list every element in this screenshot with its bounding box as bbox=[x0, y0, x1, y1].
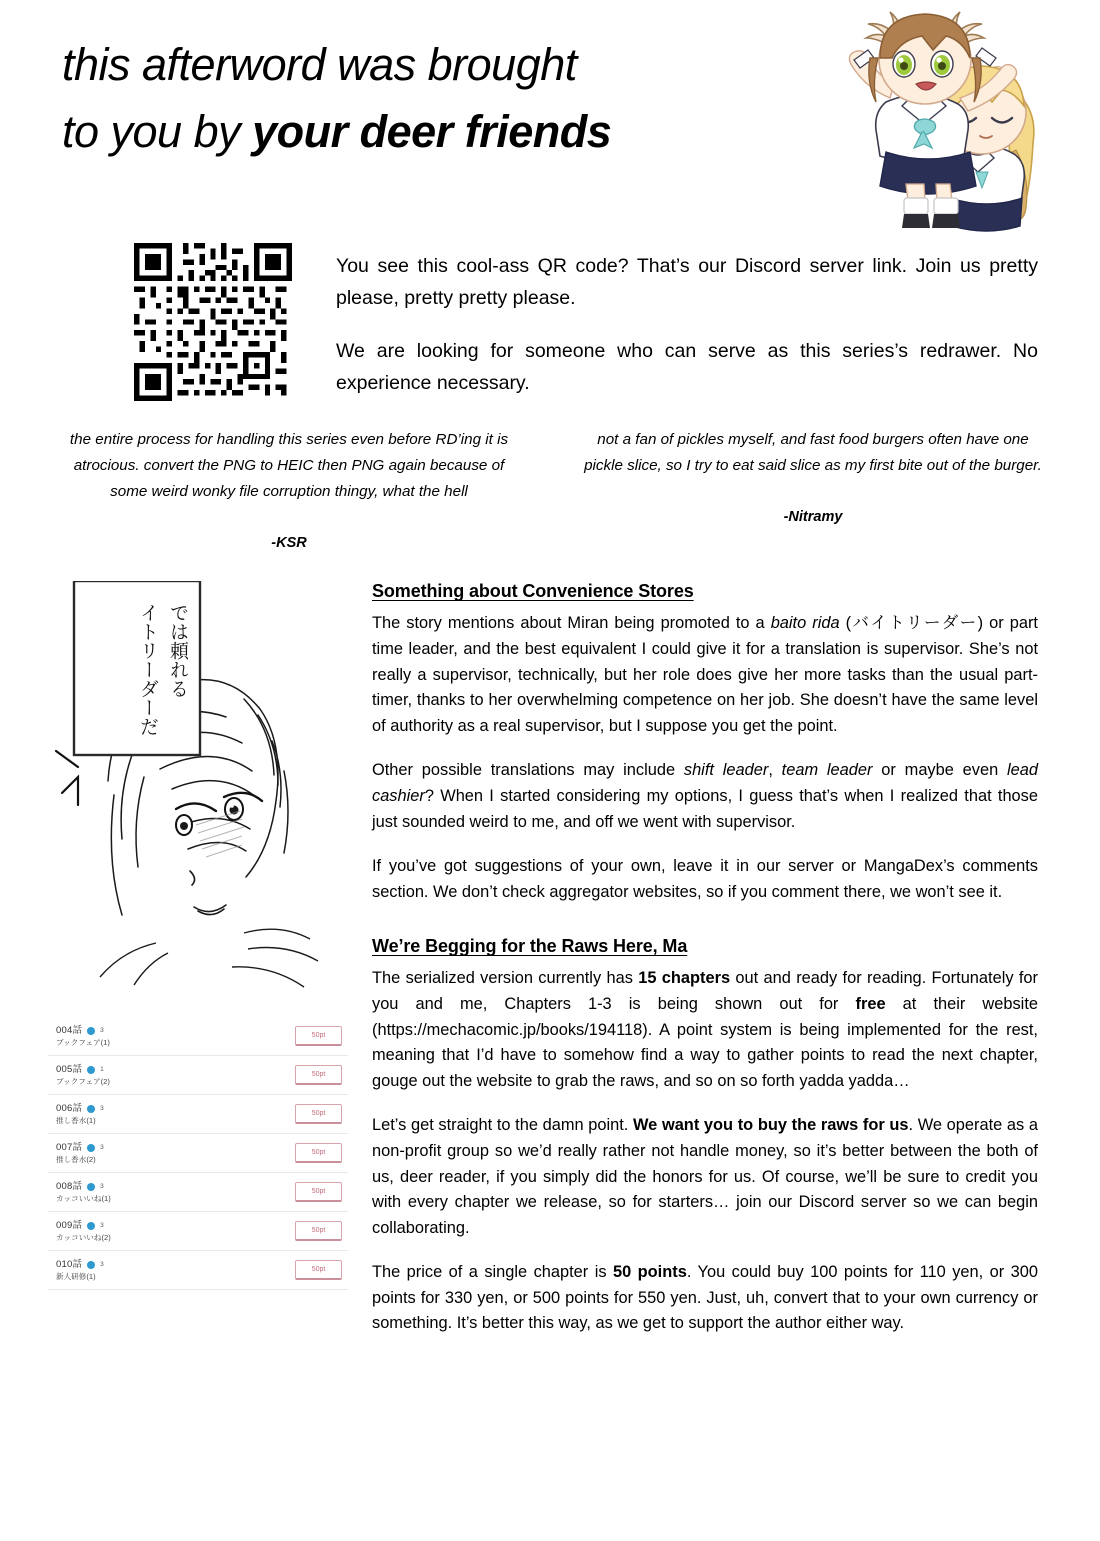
chapter-title-line bbox=[56, 1142, 104, 1153]
comment-count: 1 bbox=[100, 1066, 104, 1074]
bubble-text-line-1: では頼れる bbox=[167, 603, 189, 699]
chapter-number: 008話 bbox=[56, 1181, 83, 1193]
chapter-row[interactable] bbox=[48, 1134, 348, 1173]
quote-ksr bbox=[56, 427, 522, 551]
chapter-list bbox=[48, 1017, 348, 1290]
text-run: at their website (https://mechacomic.jp/books/194118). A point system is being implemented for the rest, meaning that I’d have to somehow find a way to gather points to read the next chapter, gouge out the website to grab the raws, and so on so forth yadda yadda… bbox=[372, 994, 1038, 1090]
article-column bbox=[372, 579, 1038, 1356]
comment-count: 3 bbox=[100, 1144, 104, 1152]
chapter-price-button[interactable]: 50pt bbox=[295, 1143, 342, 1163]
main-body bbox=[0, 579, 1100, 1356]
chapter-subtitle: 推し香水(2) bbox=[56, 1154, 96, 1164]
quote-body: the entire process for handling this series even before RD’ing it is atrocious. convert the PNG to HEIC then PNG again because of some weird wonky file corruption thingy, what the hell bbox=[69, 431, 509, 501]
chapter-number: 010話 bbox=[56, 1259, 83, 1271]
comment-icon bbox=[87, 1183, 95, 1191]
text-run-italic: team leader bbox=[781, 761, 873, 780]
chapter-number: 004話 bbox=[56, 1025, 83, 1037]
article-paragraph bbox=[372, 758, 1038, 835]
quote-body: not a fan of pickles myself, and fast food burgers often have one pickle slice, so I try to eat said slice as my first bite out of the burger. bbox=[584, 431, 1042, 475]
article-paragraph bbox=[372, 1113, 1038, 1241]
page-title bbox=[62, 32, 822, 165]
quote-attribution: -Nitramy bbox=[783, 509, 843, 526]
text-run: The story mentions about Miran being promoted to a bbox=[372, 614, 771, 633]
chapter-subtitle: カッコいいね(2) bbox=[56, 1232, 111, 1242]
chapter-meta bbox=[56, 1259, 104, 1281]
chapter-price-button[interactable]: 50pt bbox=[295, 1065, 342, 1085]
text-run: Other possible translations may include bbox=[372, 761, 684, 780]
section-spacer bbox=[372, 924, 1038, 936]
chapter-row[interactable] bbox=[48, 1056, 348, 1095]
chapter-meta bbox=[56, 1181, 111, 1203]
chapter-subtitle: ブックフェア(1) bbox=[56, 1037, 110, 1047]
chapter-number: 005話 bbox=[56, 1064, 83, 1076]
text-run-bold: 15 chapters bbox=[638, 969, 731, 988]
chapter-subtitle: ブックフェア(2) bbox=[56, 1076, 110, 1086]
text-run: out and ready for reading. Fortunately for you and me, Chapters 1-3 is being shown out for bbox=[372, 969, 1038, 1013]
chapter-meta bbox=[56, 1103, 104, 1125]
chapter-price-button[interactable]: 50pt bbox=[295, 1026, 342, 1046]
chapter-number: 006話 bbox=[56, 1103, 83, 1115]
chapter-title-line bbox=[56, 1064, 110, 1075]
qr-intro-section bbox=[0, 243, 1100, 401]
article-paragraph bbox=[372, 1260, 1038, 1337]
quote-attribution: -KSR bbox=[271, 535, 307, 552]
intro-paragraph-1: You see this cool-ass QR code? That’s our Discord server link. Join us pretty please, pretty pretty please. bbox=[336, 255, 1038, 309]
chapter-title-line bbox=[56, 1025, 110, 1036]
text-run: (バイトリーダー) or part time leader, and the best equivalent I could give it for a translation is supervisor. She’s not really a supervisor, technically, but her role does give her more tasks than the usual part-timer, thanks to her overwhelming competence on her job. She doesn’t have the same level of authority as a real supervisor, but I suppose you get the point. bbox=[372, 614, 1038, 735]
chapter-row[interactable] bbox=[48, 1017, 348, 1056]
comment-count: 3 bbox=[100, 1261, 104, 1269]
article-paragraph bbox=[372, 611, 1038, 739]
comment-count: 3 bbox=[100, 1222, 104, 1230]
text-run: ? When I started considering my options, I guess that’s when I realized that those just sounded weird to me, and off we went with supervisor. bbox=[372, 786, 1038, 831]
title-line-2 bbox=[62, 99, 822, 166]
chapter-title-line bbox=[56, 1103, 104, 1114]
chapter-title-line bbox=[56, 1181, 111, 1192]
text-run: . We operate as a non-profit group so we’d really rather not handle money, so it’s better between the both of us, deer reader, if you simply did the honors for us. Of course, we’ll be sure to credit you with every chapter we release, so for starters… join our Discord server so we can begin collaborating. bbox=[372, 1116, 1039, 1237]
title-line-2-plain: to you by bbox=[62, 105, 253, 157]
chapter-meta bbox=[56, 1064, 110, 1086]
intro-text bbox=[336, 243, 1038, 399]
comment-count: 3 bbox=[100, 1183, 104, 1191]
chapter-meta bbox=[56, 1025, 110, 1047]
comment-icon bbox=[87, 1105, 95, 1113]
contributor-quotes bbox=[0, 427, 1100, 551]
comment-icon bbox=[87, 1222, 95, 1230]
text-run: , bbox=[768, 761, 782, 780]
text-run-bold: We want you to buy the raws for us bbox=[633, 1116, 909, 1135]
chapter-number: 007話 bbox=[56, 1142, 83, 1154]
chapter-row[interactable] bbox=[48, 1251, 348, 1290]
discord-qr-code[interactable] bbox=[134, 243, 292, 401]
text-run-italic: shift leader bbox=[683, 761, 769, 780]
chapter-price-button[interactable]: 50pt bbox=[295, 1221, 342, 1241]
comment-count: 3 bbox=[100, 1027, 104, 1035]
chapter-price-button[interactable]: 50pt bbox=[295, 1104, 342, 1124]
comment-icon bbox=[87, 1261, 95, 1269]
chapter-price-button[interactable]: 50pt bbox=[295, 1182, 342, 1202]
chapter-title-line bbox=[56, 1220, 111, 1231]
text-run: . You could buy 100 points for 110 yen, or 300 points for 330 yen, or 500 points for 550 yen. Just, uh, convert that to your own currency or something. It’s better this way, as we get to support the author either way. bbox=[372, 1263, 1039, 1333]
comment-icon bbox=[87, 1027, 95, 1035]
chapter-subtitle: 推し香水(1) bbox=[56, 1115, 96, 1125]
chapter-meta bbox=[56, 1142, 104, 1164]
section-heading-convenience-stores: Something about Convenience Stores bbox=[372, 581, 694, 602]
text-run-bold: 50 points bbox=[612, 1263, 687, 1282]
chapter-subtitle: カッコいいね(1) bbox=[56, 1193, 111, 1203]
article-paragraph: If you’ve got suggestions of your own, leave it in our server or MangaDex’s comments section. We don’t check aggregator websites, so if you comment there, we won’t see it. bbox=[372, 857, 1038, 901]
chapter-row[interactable] bbox=[48, 1095, 348, 1134]
chapter-row[interactable] bbox=[48, 1212, 348, 1251]
comment-icon bbox=[87, 1144, 95, 1152]
text-run: Let’s get straight to the damn point. bbox=[372, 1116, 633, 1135]
chapter-title-line bbox=[56, 1259, 104, 1270]
intro-paragraph-2: We are looking for someone who can serve as this series’s redrawer. No experience necessary. bbox=[336, 340, 1038, 394]
title-line-2-strong: your deer friends bbox=[252, 105, 612, 157]
bubble-text-line-2: イトリーダーだ bbox=[137, 603, 159, 737]
section-heading-raws: We’re Begging for the Raws Here, Ma bbox=[372, 936, 688, 957]
chapter-meta bbox=[56, 1220, 111, 1242]
chapter-number: 009話 bbox=[56, 1220, 83, 1232]
title-line-1: this afterword was brought bbox=[62, 39, 577, 90]
comment-count: 3 bbox=[100, 1105, 104, 1113]
comment-icon bbox=[87, 1066, 95, 1074]
text-run-italic: baito rida bbox=[770, 614, 840, 633]
quote-nitramy bbox=[580, 427, 1046, 551]
text-run: or maybe even bbox=[872, 761, 1008, 780]
manga-panel-illustration bbox=[48, 581, 336, 991]
text-run-italic: lead cashier bbox=[372, 761, 1039, 805]
page-header bbox=[0, 0, 1100, 225]
article-paragraph bbox=[372, 966, 1038, 1094]
chapter-row[interactable] bbox=[48, 1173, 348, 1212]
mascot-illustration bbox=[830, 2, 1080, 234]
text-run-bold: free bbox=[855, 994, 886, 1013]
chapter-subtitle: 新人研修(1) bbox=[56, 1271, 96, 1281]
text-run: The serialized version currently has bbox=[372, 969, 639, 988]
chapter-price-button[interactable]: 50pt bbox=[295, 1260, 342, 1280]
text-run: The price of a single chapter is bbox=[372, 1263, 613, 1282]
left-column bbox=[40, 579, 348, 1290]
